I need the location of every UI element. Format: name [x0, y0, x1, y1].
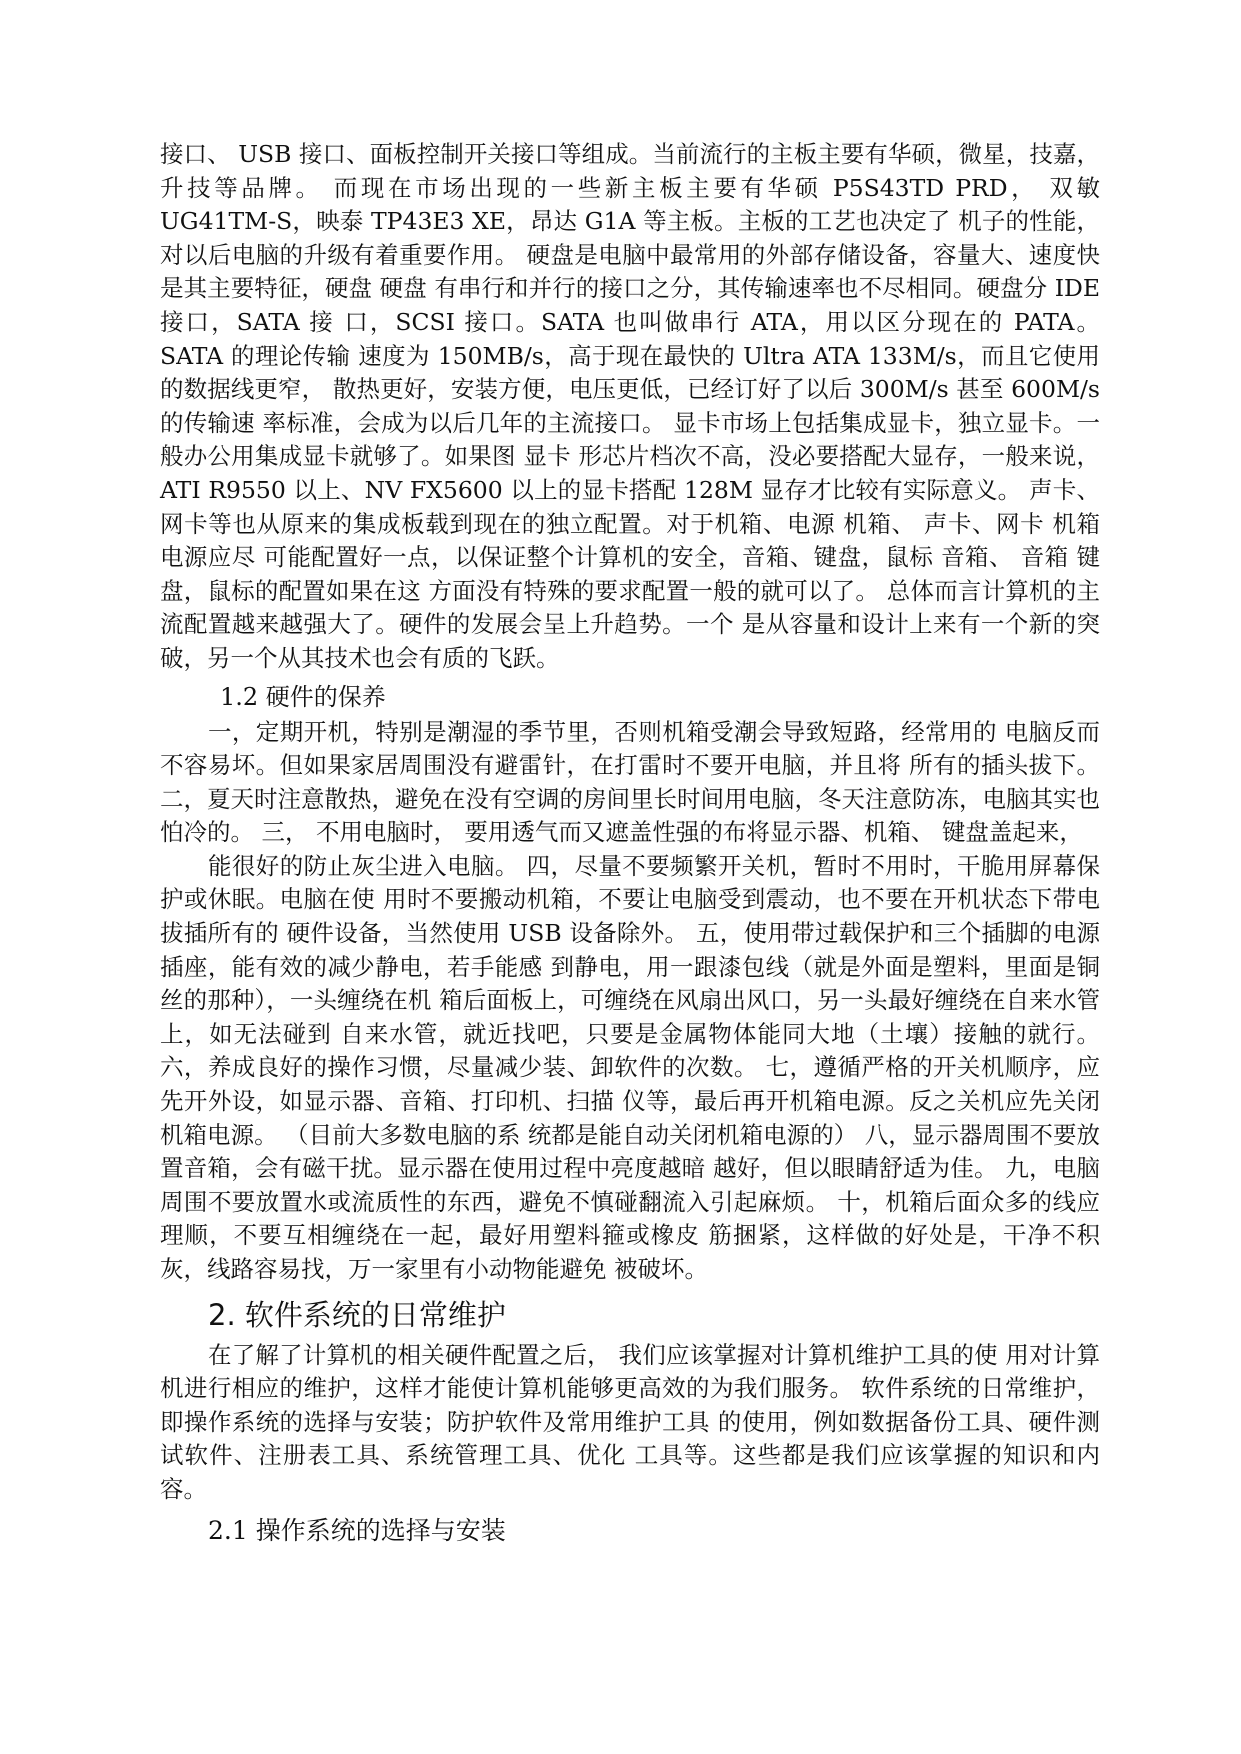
document-page	[160, 138, 1100, 1549]
paragraph-software-intro: 在了解了计算机的相关硬件配置之后， 我们应该掌握对计算机维护工具的使 用对计算机进行相应的维护，这样才能使计算机能够更高效的为我们服务。 软件系统的日常维护，即操作系统的选择与安装；防护软件及常用维护工具 的使用，例如数据备份工具、硬件测试软件、注册表工具、系统管理工具、优化 工具等。这些都是我们应该掌握的知识和内容。	[160, 1340, 1101, 1503]
paragraph-maintenance-1: 一，定期开机，特别是潮湿的季节里，否则机箱受潮会导致短路，经常用的 电脑反而不容易坏。但如果家居周围没有避雷针，在打雷时不要开电脑，并且将 所有的插头拔下。 二，夏天时注意散热，避免在没有空调的房间里长时间用电脑，冬天注意防冻，电脑其实也怕冷的。 三， 不用电脑时， 要用透气而又遮盖性强的布将显示器、机箱、 键盘盖起来，	[160, 717, 1101, 847]
heading-1-2: 1.2 硬件的保养	[220, 682, 386, 711]
paragraph-hardware-config: 接口、 USB 接口、面板控制开关接口等组成。当前流行的主板主要有华硕，微星，技嘉， 升技等品牌。 而现在市场出现的一些新主板主要有华硕 P5S43TD PRD， 双敏 UG41TM-S，映泰 TP43E3 XE，昂达 G1A 等主板。主板的工艺也决定了 机子的性能，对以后电脑的升级有着重要作用。 硬盘是电脑中最常用的外部存储设备，容量大、速度快是其主要特征，硬盘 硬盘 有串行和并行的接口之分，其传输速率也不尽相同。硬盘分 IDE 接口，SATA 接 口，SCSI 接口。SATA 也叫做串行 ATA，用以区分现在的 PATA。SATA 的理论传输 速度为 150MB/s，高于现在最快的 Ultra ATA 133M/s，而且它使用的数据线更窄， 散热更好，安装方便，电压更低，已经订好了以后 300M/s 甚至 600M/s 的传输速 率标准，会成为以后几年的主流接口。 显卡市场上包括集成显卡，独立显卡。一般办公用集成显卡就够了。如果图 显卡 形芯片档次不高，没必要搭配大显存，一般来说，ATI R9550 以上、NV FX5600 以上的显卡搭配 128M 显存才比较有实际意义。 声卡、网卡等也从原来的集成板载到现在的独立配置。对于机箱、电源 机箱、 声卡、网卡 机箱 电源应尽 可能配置好一点，以保证整个计算机的安全，音箱、键盘，鼠标 音箱、 音箱 键盘，鼠标的配置如果在这 方面没有特殊的要求配置一般的就可以了。 总体而言计算机的主流配置越来越强大了。硬件的发展会呈上升趋势。一个 是从容量和设计上来有一个新的突破，另一个从其技术也会有质的飞跃。	[160, 140, 1101, 672]
paragraph-maintenance-2: 能很好的防止灰尘进入电脑。 四，尽量不要频繁开关机，暂时不用时，干脆用屏幕保护或休眠。电脑在使 用时不要搬动机箱，不要让电脑受到震动，也不要在开机状态下带电拔插所有的 硬件设备，当然使用 USB 设备除外。 五，使用带过载保护和三个插脚的电源插座，能有效的减少静电，若手能感 到静电，用一跟漆包线（就是外面是塑料，里面是铜丝的那种），一头缠绕在机 箱后面板上，可缠绕在风扇出风口，另一头最好缠绕在自来水管上，如无法碰到 自来水管，就近找吧，只要是金属物体能同大地（土壤）接触的就行。 六，养成良好的操作习惯，尽量减少装、卸软件的次数。 七，遵循严格的开关机顺序，应先开外设，如显示器、音箱、打印机、扫描 仪等，最后再开机箱电源。反之关机应先关闭机箱电源。 （目前大多数电脑的系 统都是能自动关闭机箱电源的） 八，显示器周围不要放置音箱，会有磁干扰。显示器在使用过程中亮度越暗 越好，但以眼睛舒适为佳。 九，电脑周围不要放置水或流质性的东西，避免不慎碰翻流入引起麻烦。 十，机箱后面众多的线应理顺，不要互相缠绕在一起，最好用塑料箍或橡皮 筋捆紧，这样做的好处是，干净不积灰，线路容易找，万一家里有小动物能避免 被破坏。	[160, 851, 1101, 1283]
heading-2: 2. 软件系统的日常维护	[208, 1297, 506, 1332]
heading-2-1: 2.1 操作系统的选择与安装	[208, 1515, 506, 1545]
